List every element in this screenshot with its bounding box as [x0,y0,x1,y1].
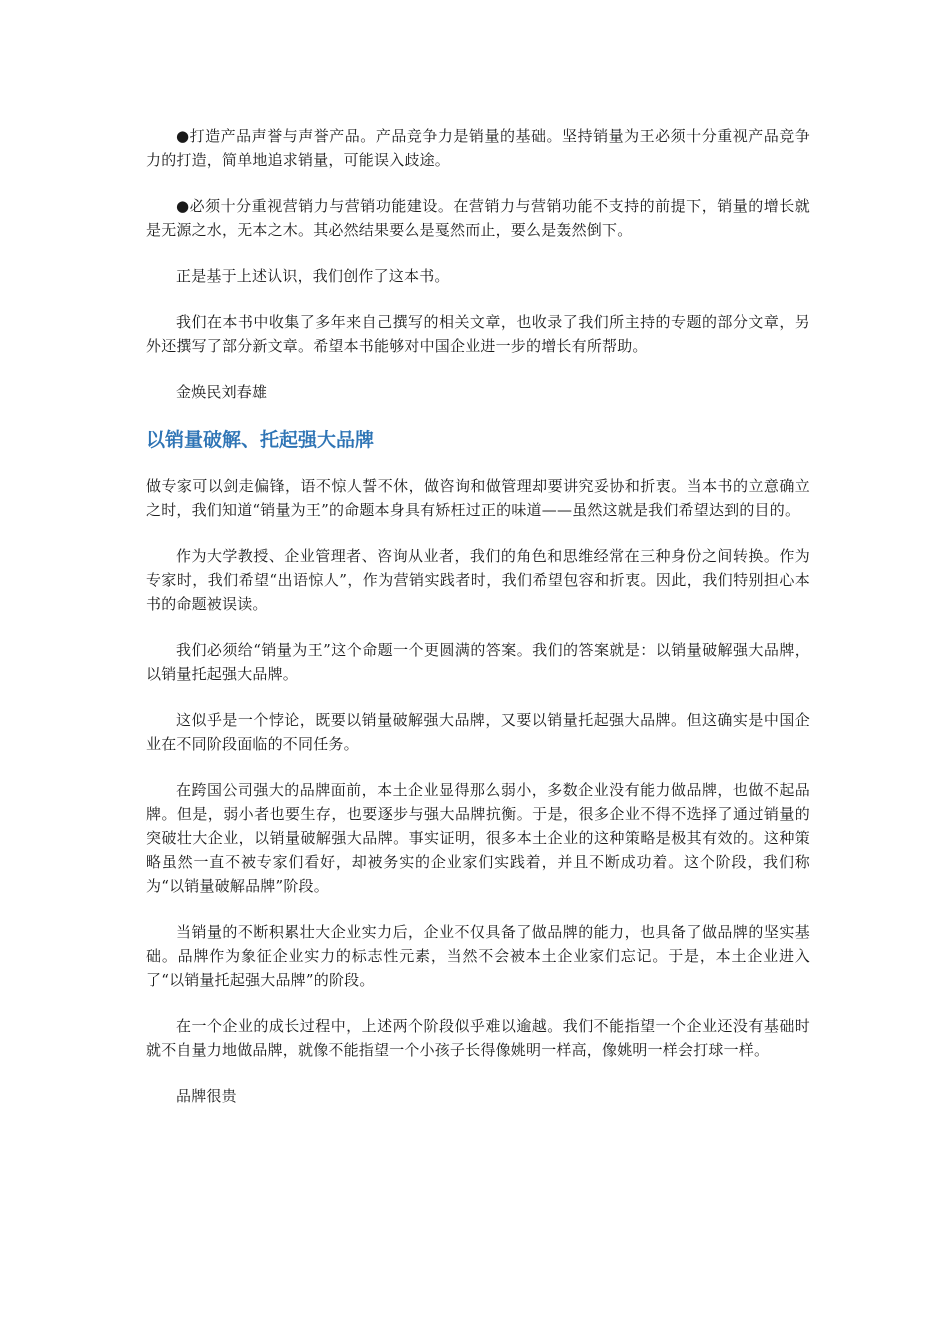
paragraph: 当销量的不断积累壮大企业实力后，企业不仅具备了做品牌的能力，也具备了做品牌的坚实基础。品牌作为象征企业实力的标志性元素，当然不会被本土企业家们忘记。于是，本土企业进入了“以销量托起强大品牌”的阶段。 [146,923,810,989]
author-signature: 金焕民刘春雄 [176,383,268,401]
subsection-label: 品牌很贵 [176,1087,237,1105]
paragraph: ●必须十分重视营销力与营销功能建设。在营销力与营销功能不支持的前提下，销量的增长就是无源之水，无本之木。其必然结果要么是戛然而止，要么是轰然倒下。 [146,197,810,239]
document-page [146,124,810,1130]
paragraph: 我们在本书中收集了多年来自己撰写的相关文章，也收录了我们所主持的专题的部分文章，另外还撰写了部分新文章。希望本书能够对中国企业进一步的增长有所帮助。 [146,313,810,355]
paragraph: 在一个企业的成长过程中，上述两个阶段似乎难以逾越。我们不能指望一个企业还没有基础时就不自量力地做品牌，就像不能指望一个小孩子长得像姚明一样高，像姚明一样会打球一样。 [146,1017,810,1059]
section-heading: 以销量破解、托起强大品牌 [146,429,375,451]
paragraph: 正是基于上述认识，我们创作了这本书。 [176,267,450,285]
paragraph: 这似乎是一个悖论，既要以销量破解强大品牌，又要以销量托起强大品牌。但这确实是中国企业在不同阶段面临的不同任务。 [146,711,810,753]
paragraph: 做专家可以剑走偏锋，语不惊人誓不休，做咨询和做管理却要讲究妥协和折衷。当本书的立意确立之时，我们知道“销量为王”的命题本身具有矫枉过正的味道——虽然这就是我们希望达到的目的。 [146,477,810,519]
paragraph: ●打造产品声誉与声誉产品。产品竞争力是销量的基础。坚持销量为王必须十分重视产品竞争力的打造，简单地追求销量，可能误入歧途。 [146,127,810,169]
paragraph: 我们必须给“销量为王”这个命题一个更圆满的答案。我们的答案就是：以销量破解强大品牌，以销量托起强大品牌。 [146,641,810,683]
paragraph: 作为大学教授、企业管理者、咨询从业者，我们的角色和思维经常在三种身份之间转换。作为专家时，我们希望“出语惊人”，作为营销实践者时，我们希望包容和折衷。因此，我们特别担心本书的命题被误读。 [146,547,810,613]
paragraph: 在跨国公司强大的品牌面前，本土企业显得那么弱小，多数企业没有能力做品牌，也做不起品牌。但是，弱小者也要生存，也要逐步与强大品牌抗衡。于是，很多企业不得不选择了通过销量的突破壮大企业，以销量破解强大品牌。事实证明，很多本土企业的这种策略是极其有效的。这种策略虽然一直不被专家们看好，却被务实的企业家们实践着，并且不断成功着。这个阶段，我们称为“以销量破解品牌”阶段。 [146,781,810,895]
